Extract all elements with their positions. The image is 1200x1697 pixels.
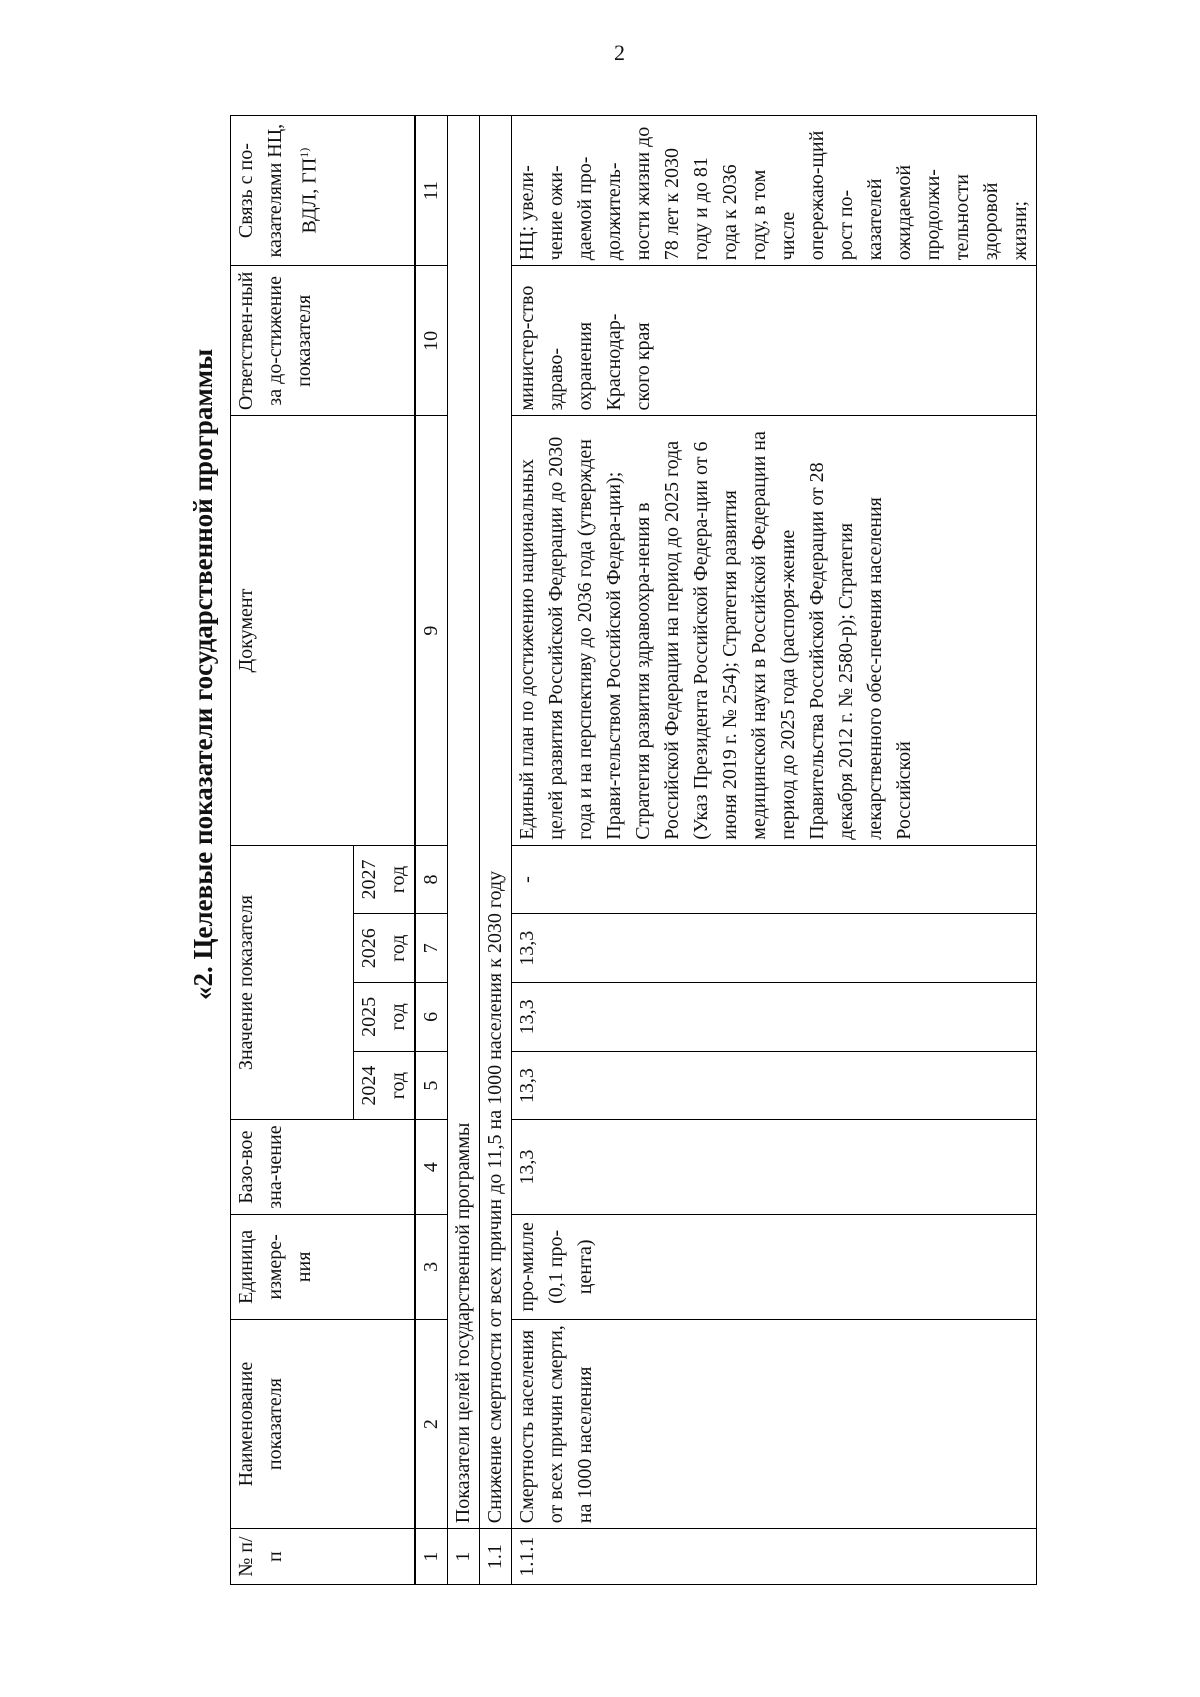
header-relation — [231, 116, 416, 266]
goal-title: Снижение смертности от всех причин до 11,5 на 1000 населения к 2030 году — [480, 116, 512, 1529]
header-responsible: Ответствен-ный за до-стижение показателя — [231, 266, 416, 416]
header-relation-text: Связь с по-казателями НЦ, ВДЛ, ГП — [235, 123, 321, 258]
row-responsible: министер-ство здраво-охранения Краснодар-ского края — [512, 266, 1037, 416]
goal-row — [480, 116, 512, 1585]
row-base-value: 13,3 — [512, 1120, 1037, 1214]
column-number: 10 — [415, 266, 448, 416]
column-number: 7 — [415, 914, 448, 983]
header-year-2027: 2027 год — [354, 845, 416, 914]
column-number: 6 — [415, 983, 448, 1052]
column-number: 11 — [415, 116, 448, 266]
row-unit: про-милле (0,1 про-цента) — [512, 1214, 1037, 1319]
row-relation: НЦ: увели-чение ожи-даемой про-должитель-ности жизни до 78 лет к 2030 году и до 81 года к 2036 году, в том числе опережаю-щий рост по-казателей ожидаемой продолжи-тельности здоровой жизни; — [512, 116, 1037, 266]
section-row — [448, 116, 480, 1585]
row-value-2024: 13,3 — [512, 1051, 1037, 1120]
table-row — [512, 116, 1037, 1585]
column-number: 1 — [415, 1529, 448, 1585]
row-indicator-name: Смертность населения от всех причин смерти, на 1000 населения — [512, 1319, 1037, 1528]
row-value-2026: 13,3 — [512, 914, 1037, 983]
header-unit: Единица измере-ния — [231, 1214, 416, 1319]
header-year-2025: 2025 год — [354, 983, 416, 1052]
column-number: 9 — [415, 416, 448, 845]
header-row — [231, 116, 354, 1585]
column-number-row — [415, 116, 448, 1585]
row-document: Единый план по достижению национальных целей развития Российской Федерации до 2030 года и на перспективу до 2036 года (утвержден Прави-тельством Российской Федера-ции); Стратегия развития здравоохра-нения в Российской Федерации на период до 2025 года (Указ Президента Российской Федера-ции от 6 июня 2019 г. № 254); Стратегия развития медицинской науки в Российской Федерации на период до 2025 года (распоря-жение Правительства Российской Федерации от 28 декабря 2012 г. № 2580-р); Стратегия лекарственного обес-печения населения Российской — [512, 416, 1037, 845]
goal-number: 1.1 — [480, 1529, 512, 1585]
header-year-2026: 2026 год — [354, 914, 416, 983]
page-number: 2 — [614, 40, 625, 65]
section-number: 1 — [448, 1529, 480, 1585]
section-heading: «2. Целевые показатели государственной программы — [188, 348, 218, 1000]
section-title: Показатели целей государственной программы — [448, 116, 480, 1529]
column-number: 4 — [415, 1120, 448, 1214]
column-number: 3 — [415, 1214, 448, 1319]
header-year-2024: 2024 год — [354, 1051, 416, 1120]
indicators-table-container — [230, 115, 1145, 1585]
row-value-2025: 13,3 — [512, 983, 1037, 1052]
header-number: № п/п — [231, 1529, 416, 1585]
column-number: 8 — [415, 845, 448, 914]
row-value-2027: - — [512, 845, 1037, 914]
indicators-table — [230, 115, 1037, 1585]
header-values: Значение показателя — [231, 845, 354, 1120]
header-name: Наименование показателя — [231, 1319, 416, 1528]
column-number: 2 — [415, 1319, 448, 1528]
row-number: 1.1.1 — [512, 1529, 1037, 1585]
column-number: 5 — [415, 1051, 448, 1120]
header-document: Документ — [231, 416, 416, 845]
header-relation-footnote: 1) — [297, 147, 311, 158]
header-base: Базо-вое зна-чение — [231, 1120, 416, 1214]
